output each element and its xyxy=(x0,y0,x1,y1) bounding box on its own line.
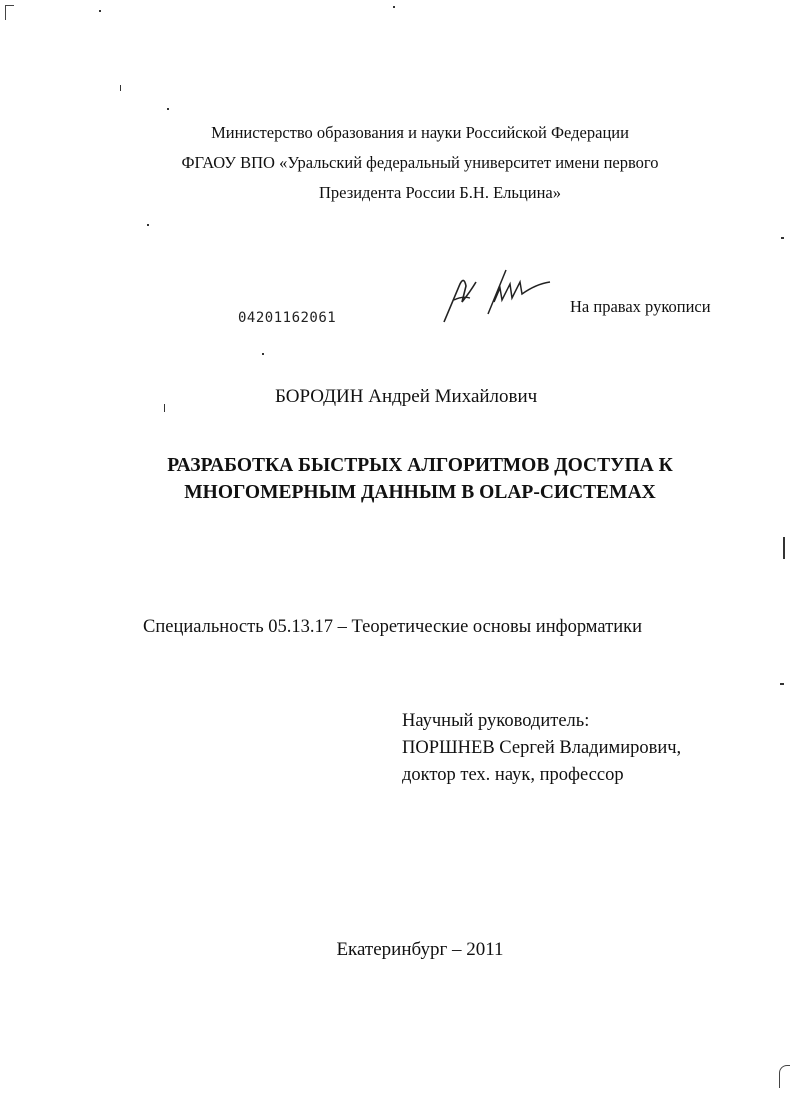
ministry-line-2: ФГАОУ ВПО «Уральский федеральный университет имени первого xyxy=(181,153,659,172)
advisor-degree: доктор тех. наук, профессор xyxy=(402,765,624,785)
rights-notice: На правах рукописи xyxy=(570,297,711,316)
scientific-advisor xyxy=(402,708,681,789)
city-year: Екатеринбург – 2011 xyxy=(336,939,504,960)
ministry-header xyxy=(0,118,798,208)
scan-artifact xyxy=(147,224,149,226)
scan-artifact xyxy=(5,5,14,20)
dissertation-title xyxy=(0,452,798,506)
scan-artifact xyxy=(120,85,121,91)
document-code: 04201162061 xyxy=(238,310,337,326)
title-line-2: МНОГОМЕРНЫМ ДАННЫМ В OLAP-СИСТЕМАХ xyxy=(184,482,656,503)
ministry-line-3: Президента России Б.Н. Ельцина» xyxy=(319,183,561,202)
advisor-label: Научный руководитель: xyxy=(402,711,590,731)
ministry-line-1: Министерство образования и науки Российской Федерации xyxy=(211,123,629,142)
scan-artifact xyxy=(779,1065,790,1088)
scan-artifact xyxy=(167,108,169,110)
advisor-name: ПОРШНЕВ Сергей Владимирович, xyxy=(402,738,682,758)
scan-artifact xyxy=(780,683,784,685)
scan-artifact xyxy=(99,10,101,12)
author-name: БОРОДИН Андрей Михайлович xyxy=(275,386,538,407)
scan-artifact xyxy=(164,404,165,412)
specialty-line: Специальность 05.13.17 – Теоретические основы информатики xyxy=(143,617,642,637)
scan-artifact xyxy=(783,537,785,559)
handwritten-signature xyxy=(440,262,555,327)
scan-artifact xyxy=(781,237,784,239)
scan-artifact xyxy=(262,353,264,355)
scan-artifact xyxy=(393,6,395,8)
title-line-1: РАЗРАБОТКА БЫСТРЫХ АЛГОРИТМОВ ДОСТУПА К xyxy=(167,455,673,476)
